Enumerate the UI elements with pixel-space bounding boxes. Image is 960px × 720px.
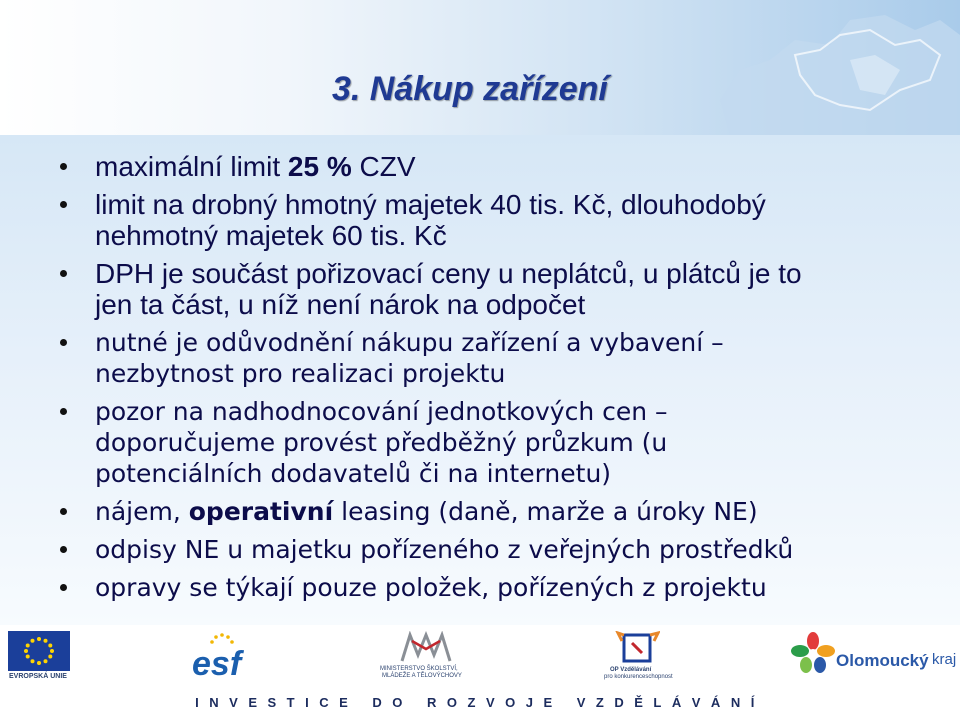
eu-label: EVROPSKÁ UNIE (9, 673, 67, 680)
bullet-item: DPH je součást pořizovací ceny u neplátců, u plátců je to jen ta část, u níž není nárok na odpočet (58, 258, 928, 320)
olomoucky-label: Olomoucký (836, 651, 929, 670)
slide-title: 3. Nákup zařízení (332, 70, 608, 108)
esf-logo-icon (188, 629, 252, 681)
olomoucky-kraj-flower-icon (790, 631, 836, 675)
bullet-item: odpisy NE u majetku pořízeného z veřejných prostředků (58, 534, 928, 565)
bullet-list (58, 151, 928, 610)
czech-map-watermark-icon (700, 0, 960, 135)
msmt-label-2: MLÁDEŽE A TĚLOVÝCHOVY (382, 673, 462, 679)
slide-header (0, 0, 960, 135)
bullet-item: opravy se týkají pouze položek, pořízených z projektu (58, 572, 928, 603)
msmt-logo-icon (396, 631, 456, 665)
msmt-label-1: MINISTERSTVO ŠKOLSTVÍ, (380, 666, 458, 672)
footer-logos (0, 625, 960, 683)
kraj-label: kraj (932, 651, 957, 668)
bullet-item: nájem, operativní leasing (daně, marže a úroky NE) (58, 496, 928, 527)
op-label-2: pro konkurenceschopnost (604, 674, 673, 680)
svg-text:esf: esf (192, 645, 242, 681)
op-label-1: OP Vzdělávání (610, 667, 652, 673)
bullet-item: nutné je odůvodnění nákupu zařízení a vybavení – nezbytnost pro realizaci projektu (58, 327, 928, 389)
eu-flag-icon (8, 631, 70, 671)
op-vk-logo-icon (614, 631, 660, 667)
bullet-item: limit na drobný hmotný majetek 40 tis. Kč, dlouhodobý nehmotný majetek 60 tis. Kč (58, 189, 928, 251)
bullet-item: maximální limit 25 % CZV (58, 151, 928, 182)
investice-banner (0, 683, 960, 720)
bullet-item: pozor na nadhodnocování jednotkových cen – doporučujeme provést předběžný průzkum (u potenciálních dodavatelů či na internetu) (58, 396, 928, 489)
banner-text: INVESTICE DO ROZVOJE VZDĚLÁVÁNÍ (195, 695, 765, 710)
slide-content (0, 135, 960, 625)
